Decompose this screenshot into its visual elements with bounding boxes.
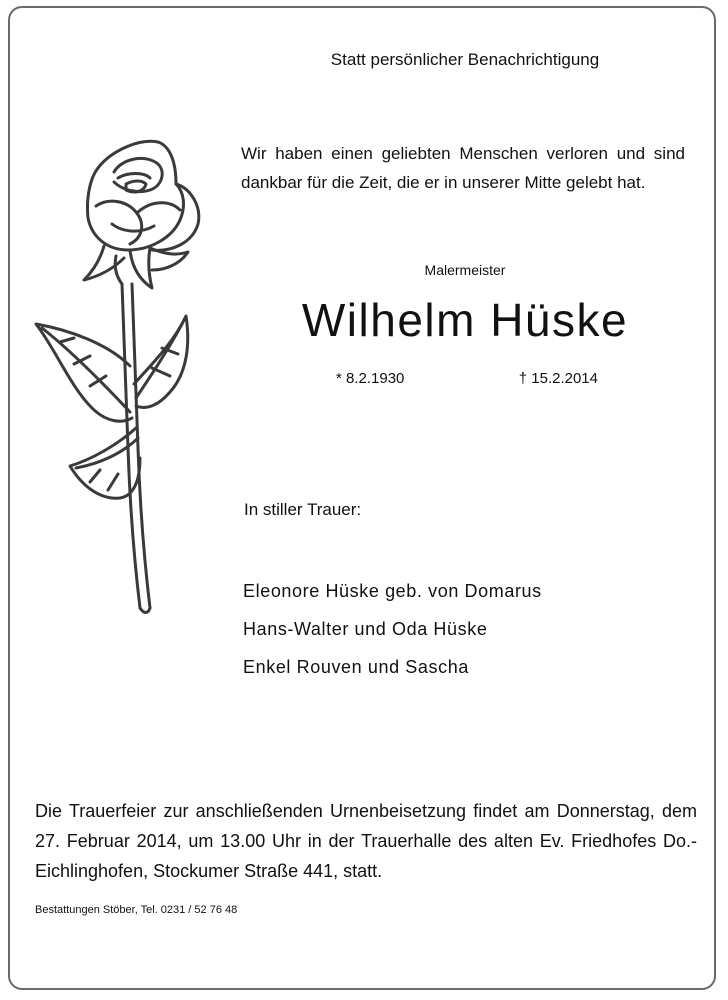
birth-date: * 8.2.1930 <box>336 370 405 387</box>
profession: Malermeister <box>424 262 506 278</box>
death-date: † 15.2.2014 <box>518 370 598 387</box>
rose-icon <box>30 128 210 623</box>
service-info: Die Trauerfeier zur anschließenden Urnenbeisetzung findet am Donnerstag, dem 27. Februar 2014, um 13.00 Uhr in der Trauerhalle des alten Ev. Friedhofes Do.-Eichlinghofen, Stockumer Straße 441, statt. <box>35 801 697 881</box>
notice-heading: Statt persönlicher Benachrichtigung <box>330 50 600 69</box>
mourner-item: Eleonore Hüske geb. von Domarus <box>243 581 542 601</box>
mourner-item: Hans-Walter und Oda Hüske <box>243 619 488 639</box>
intro-text: Wir haben einen geliebten Menschen verloren und sind dankbar für die Zeit, die er in unserer Mitte gelebt hat. <box>241 144 685 192</box>
deceased-name: Wilhelm Hüske <box>301 294 629 346</box>
mourning-label: In stiller Trauer: <box>244 500 362 519</box>
funeral-home-contact: Bestattungen Stöber, Tel. 0231 / 52 76 48 <box>35 904 238 916</box>
mourner-list <box>243 576 542 690</box>
mourner-item: Enkel Rouven und Sascha <box>243 657 469 677</box>
